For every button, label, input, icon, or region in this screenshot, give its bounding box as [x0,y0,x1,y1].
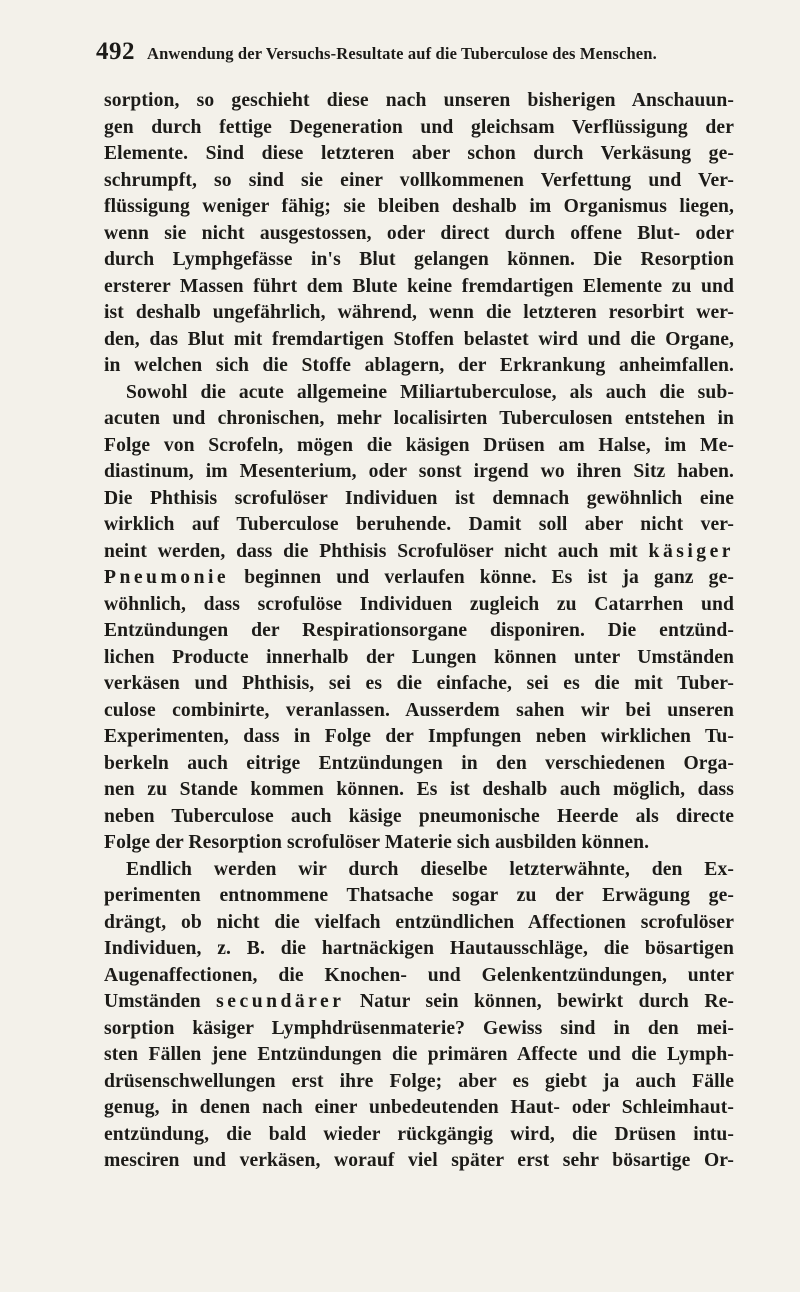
text-line: verkäsen und Phthisis, sei es die einfache, sei es die mit Tuber- [104,673,734,694]
text-line: perimenten entnommene Thatsache sogar zu der Erwägung ge- [104,885,734,906]
text-line: den, das Blut mit fremdartigen Stoffen belastet wird und die Organe, [104,328,734,350]
running-title: Anwendung der Versuchs-Resultate auf die Tuberculose des Menschen. [147,44,657,63]
text-line: Folge von Scrofeln, mögen die käsigen Drüsen am Halse, im Me- [104,434,734,456]
text-line: flüssigung weniger fähig; sie bleiben deshalb im Organismus liegen, [104,196,734,217]
text-line: nen zu Stande kommen können. Es ist deshalb auch möglich, dass [104,779,734,800]
text-line: Pneumonie beginnen und verlaufen könne. Es ist ja ganz ge- [104,567,734,588]
text-line: wöhnlich, dass scrofulöse Individuen zugleich zu Catarrhen und [104,593,734,615]
text-line: gen durch fettige Degeneration und gleichsam Verflüssigung der [104,116,734,138]
text-line: Sowohl die acute allgemeine Miliartuberculose, als auch die sub- [126,381,734,403]
emphasized-word: Pneumonie [104,567,230,588]
text-line: Die Phthisis scrofulöser Individuen ist demnach gewöhnlich eine [104,487,734,509]
page-header [96,38,736,68]
text-line: genug, in denen nach einer unbedeutenden Haut- oder Schleimhaut- [104,1097,734,1118]
text-line: Individuen, z. B. die hartnäckigen Hautausschläge, die bösartigen [104,938,734,959]
text-line: wirklich auf Tuberculose beruhende. Damit soll aber nicht ver- [104,514,734,535]
text-line: sten Fällen jene Entzündungen die primären Affecte und die Lymph- [104,1044,734,1065]
text-line: culose combinirte, veranlassen. Ausserdem sahen wir bei unseren [104,699,734,721]
body-text [104,88,734,1175]
text-line: Elemente. Sind diese letzteren aber schon durch Verkäsung ge- [104,143,734,164]
text-line: neint werden, dass die Phthisis Scrofulöser nicht auch mit käsiger [104,540,734,562]
text-line: Umständen secundärer Natur sein können, bewirkt durch Re- [104,991,734,1012]
text-line: Augenaffectionen, die Knochen- und Gelenkentzündungen, unter [104,964,734,986]
text-line: Entzündungen der Respirationsorgane disponiren. Die entzünd- [104,620,734,641]
text-line: wenn sie nicht ausgestossen, oder direct durch offene Blut- oder [104,222,734,244]
page-number: 492 [96,38,135,65]
text-line: drängt, ob nicht die vielfach entzündlichen Affectionen scrofulöser [104,911,734,933]
text-line: sorption käsiger Lymphdrüsenmaterie? Gewiss sind in den mei- [104,1017,734,1039]
text-line: sorption, so geschieht diese nach unseren bisherigen Anschauun- [104,90,734,111]
emphasized-word: secundärer [216,991,345,1012]
text-line: lichen Producte innerhalb der Lungen können unter Umständen [104,646,734,668]
text-line: diastinum, im Mesenterium, oder sonst irgend wo ihren Sitz haben. [104,461,734,482]
text-line: schrumpft, so sind sie einer vollkommenen Verfettung und Ver- [104,169,734,191]
text-line: ersterer Massen führt dem Blute keine fremdartigen Elemente zu und [104,275,734,297]
text-line: acuten und chronischen, mehr localisirten Tuberculosen entstehen in [104,408,734,429]
text-line: neben Tuberculose auch käsige pneumonische Heerde als directe [104,805,734,827]
text-line: mesciren und verkäsen, worauf viel später erst sehr bösartige Or- [104,1150,734,1171]
text-line: drüsenschwellungen erst ihre Folge; aber es giebt ja auch Fälle [104,1070,734,1092]
text-line: durch Lymphgefässe in's Blut gelangen können. Die Resorption [104,249,734,270]
text-line: berkeln auch eitrige Entzündungen in den verschiedenen Orga- [104,752,734,774]
emphasized-word: käsiger [648,540,734,562]
text-line: Folge der Resorption scrofulöser Materie sich ausbilden können. [104,832,650,853]
text-line: Endlich werden wir durch dieselbe letzterwähnte, den Ex- [126,858,734,880]
text-line: Experimenten, dass in Folge der Impfungen neben wirklichen Tu- [104,726,734,747]
text-line: in welchen sich die Stoffe ablagern, der Erkrankung anheimfallen. [104,355,734,376]
text-line: ist deshalb ungefährlich, während, wenn die letzteren resorbirt wer- [104,302,734,323]
text-line: entzündung, die bald wieder rückgängig wird, die Drüsen intu- [104,1123,734,1145]
